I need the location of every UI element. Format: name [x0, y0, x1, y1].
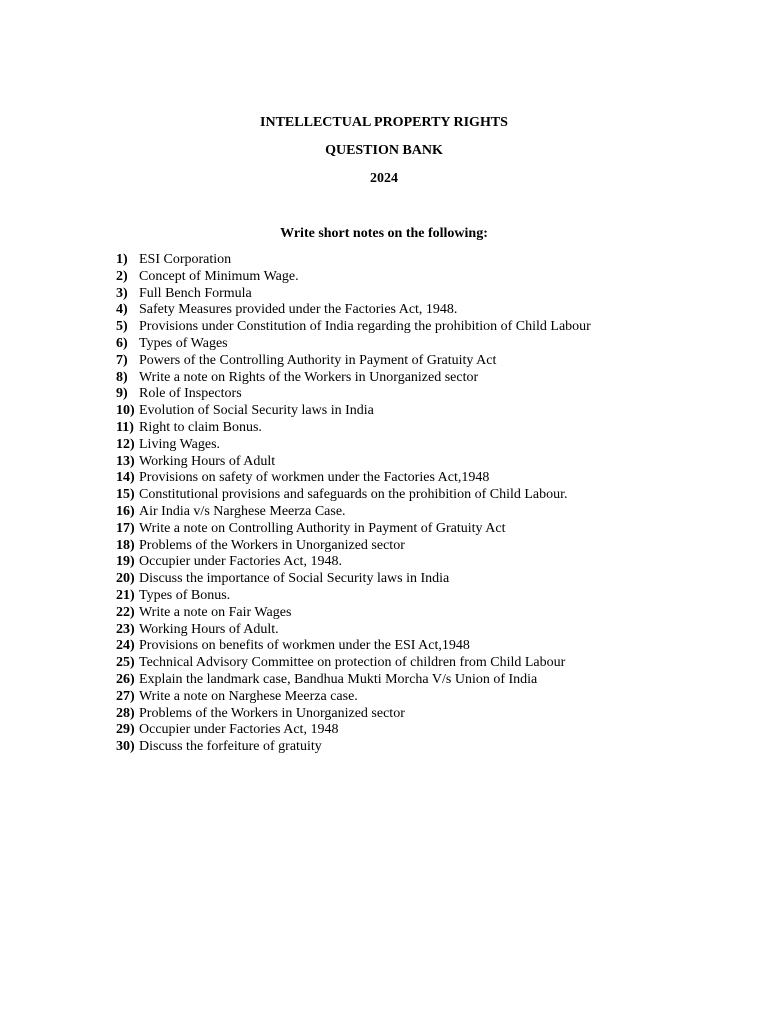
question-number: 17)	[116, 520, 135, 536]
question-number: 26)	[116, 671, 135, 687]
question-number: 1)	[116, 252, 128, 267]
question-number: 19)	[116, 554, 135, 570]
instruction-heading: Write short notes on the following:	[280, 226, 488, 241]
document-title: INTELLECTUAL PROPERTY RIGHTS	[260, 115, 508, 130]
question-number: 20)	[116, 571, 135, 587]
question-number: 13)	[116, 453, 135, 469]
list-item	[116, 689, 676, 706]
list-item	[116, 454, 676, 471]
document-subtitle: QUESTION BANK	[325, 143, 443, 158]
question-number: 28)	[116, 705, 135, 721]
list-item	[116, 655, 676, 672]
question-text: Provisions on benefits of workmen under the ESI Act,1948	[139, 638, 470, 654]
question-number: 6)	[116, 335, 128, 351]
question-text: Write a note on Rights of the Workers in Unorganized sector	[139, 369, 479, 385]
list-item	[116, 571, 676, 588]
list-item	[116, 370, 676, 387]
question-number: 27)	[116, 688, 135, 704]
question-number: 18)	[116, 537, 135, 553]
list-item	[116, 470, 676, 487]
list-item	[116, 353, 676, 370]
question-text: Discuss the forfeiture of gratuity	[139, 739, 322, 755]
question-text: Explain the landmark case, Bandhua Mukti Morcha V/s Union of India	[139, 671, 538, 687]
list-item	[116, 588, 676, 605]
list-item	[116, 286, 676, 303]
question-text: Working Hours of Adult	[139, 453, 276, 469]
list-item	[116, 672, 676, 689]
question-text: Write a note on Controlling Authority in Payment of Gratuity Act	[139, 520, 506, 536]
question-number: 21)	[116, 587, 135, 603]
question-number: 8)	[116, 369, 128, 385]
question-number: 5)	[116, 319, 128, 335]
question-text: Constitutional provisions and safeguards on the prohibition of Child Labour.	[139, 487, 568, 503]
question-text: Problems of the Workers in Unorganized sector	[139, 537, 405, 553]
question-number: 30)	[116, 739, 135, 755]
list-item	[116, 722, 676, 739]
question-number: 15)	[116, 487, 135, 503]
list-item	[116, 302, 676, 319]
question-text: Concept of Minimum Wage.	[139, 268, 299, 284]
question-text: ESI Corporation	[139, 252, 232, 267]
question-text: Right to claim Bonus.	[139, 419, 262, 435]
question-text: Technical Advisory Committee on protection of children from Child Labour	[139, 655, 566, 671]
question-number: 9)	[116, 386, 128, 402]
list-item	[116, 638, 676, 655]
question-text: Powers of the Controlling Authority in Payment of Gratuity Act	[139, 352, 497, 368]
question-list	[116, 252, 676, 756]
question-number: 10)	[116, 403, 135, 419]
question-number: 25)	[116, 655, 135, 671]
question-number: 16)	[116, 503, 135, 519]
list-item	[116, 252, 676, 269]
question-text: Air India v/s Narghese Meerza Case.	[139, 503, 346, 519]
list-item	[116, 420, 676, 437]
question-text: Full Bench Formula	[139, 285, 252, 301]
document-year: 2024	[370, 171, 398, 186]
list-item	[116, 622, 676, 639]
list-item	[116, 504, 676, 521]
question-number: 24)	[116, 638, 135, 654]
question-text: Write a note on Narghese Meerza case.	[139, 688, 358, 704]
list-item	[116, 554, 676, 571]
list-item	[116, 269, 676, 286]
list-item	[116, 605, 676, 622]
question-number: 2)	[116, 268, 128, 284]
question-number: 29)	[116, 722, 135, 738]
list-item	[116, 739, 676, 756]
list-item	[116, 336, 676, 353]
question-number: 4)	[116, 302, 128, 318]
question-text: Provisions under Constitution of India regarding the prohibition of Child Labour	[139, 319, 591, 335]
question-number: 12)	[116, 436, 135, 452]
question-text: Types of Bonus.	[139, 587, 231, 603]
question-text: Evolution of Social Security laws in India	[139, 403, 374, 419]
question-text: Problems of the Workers in Unorganized sector	[139, 705, 405, 721]
list-item	[116, 538, 676, 555]
question-text: Occupier under Factories Act, 1948	[139, 722, 339, 738]
question-number: 14)	[116, 470, 135, 486]
list-item	[116, 386, 676, 403]
question-text: Types of Wages	[139, 335, 228, 351]
question-text: Write a note on Fair Wages	[139, 604, 292, 620]
question-text: Occupier under Factories Act, 1948.	[139, 554, 342, 570]
question-text: Safety Measures provided under the Factories Act, 1948.	[139, 302, 458, 318]
list-item	[116, 706, 676, 723]
question-number: 3)	[116, 285, 128, 301]
question-number: 7)	[116, 352, 128, 368]
question-number: 23)	[116, 621, 135, 637]
question-text: Living Wages.	[139, 436, 221, 452]
question-text: Discuss the importance of Social Security laws in India	[139, 571, 450, 587]
question-text: Provisions on safety of workmen under the Factories Act,1948	[139, 470, 490, 486]
question-number: 11)	[116, 419, 134, 435]
question-text: Working Hours of Adult.	[139, 621, 279, 637]
list-item	[116, 487, 676, 504]
question-text: Role of Inspectors	[139, 386, 242, 402]
list-item	[116, 437, 676, 454]
list-item	[116, 319, 676, 336]
list-item	[116, 521, 676, 538]
list-item	[116, 403, 676, 420]
question-number: 22)	[116, 604, 135, 620]
